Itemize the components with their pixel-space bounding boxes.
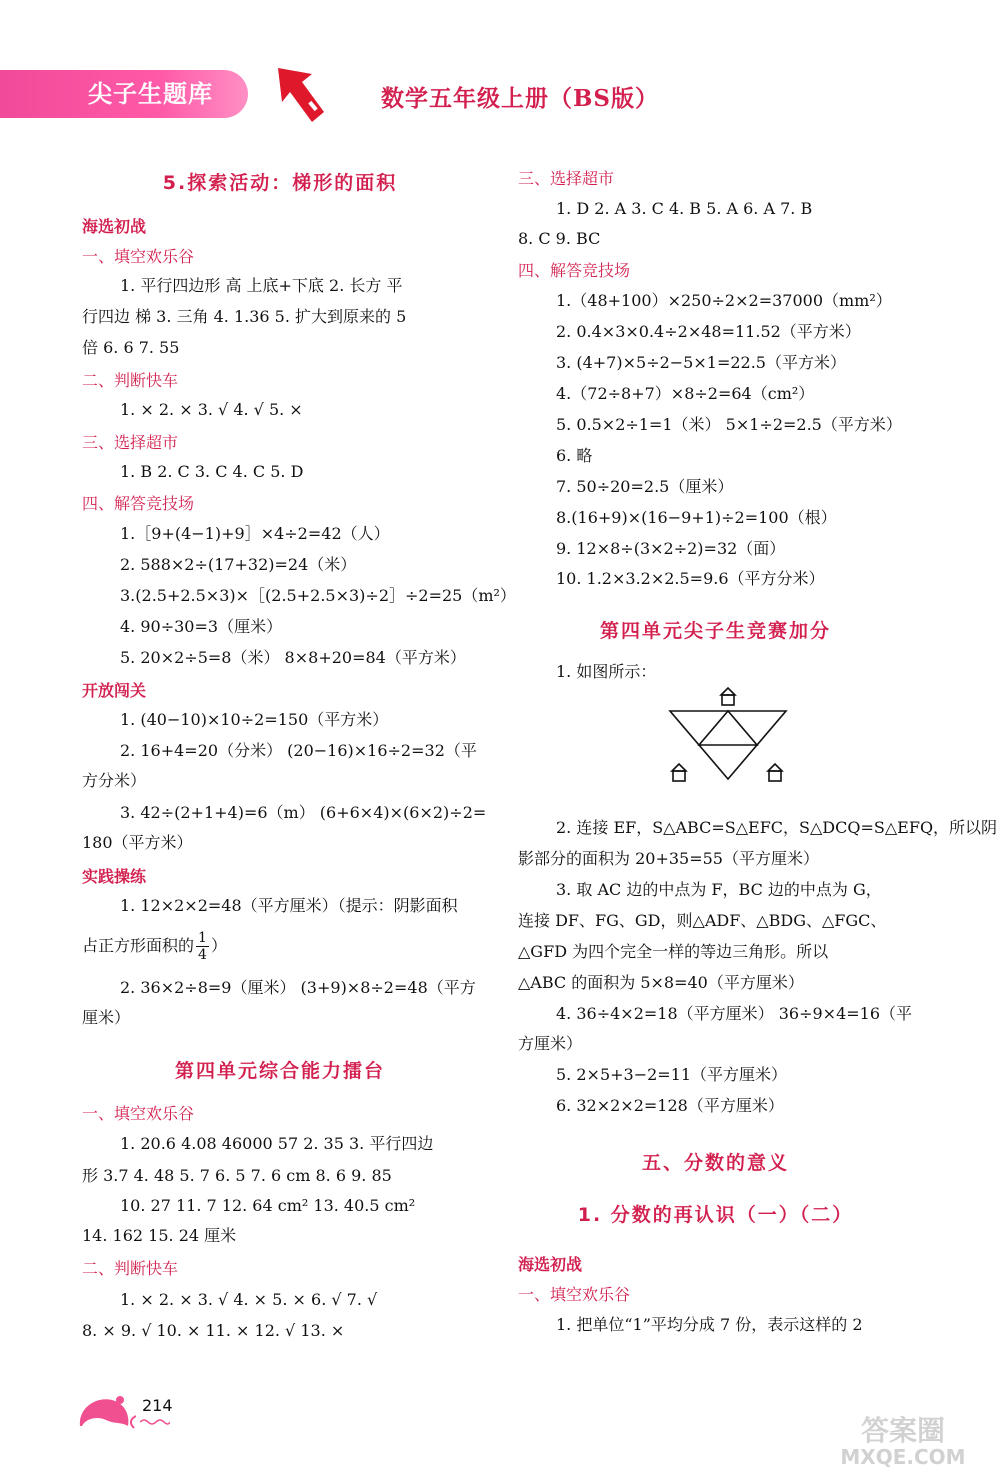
answer-line: 2. 连接 EF，S△ABC=S△EFC，S△DCQ=S△EFQ，所以阴 bbox=[556, 818, 998, 837]
answer-line: 2. 16+4=20（分米） (20−16)×16÷2=32（平 bbox=[120, 741, 477, 760]
page-number: 214 bbox=[142, 1396, 173, 1415]
book-title: 数学五年级上册（BS版） bbox=[380, 85, 660, 112]
fraction-prefix: 占正方形面积的 bbox=[82, 936, 195, 955]
answer-line: 2. 36×2÷8=9（厘米） (3+9)×8÷2=48（平方 bbox=[120, 978, 476, 997]
answer-line: 1. 把单位“1”平均分成 7 份，表示这样的 2 bbox=[556, 1315, 863, 1334]
watermark-text: 答案圈 bbox=[860, 1414, 946, 1447]
answer-line: 2. 0.4×3×0.4÷2×48=11.52（平方米） bbox=[556, 322, 861, 341]
answer-line: 1. 平行四边形 高 上底+下底 2. 长方 平 bbox=[120, 276, 403, 295]
answer-line: 3.(2.5+2.5×3)×［(2.5+2.5×3)÷2］÷2=25（m²） bbox=[120, 586, 516, 605]
lesson-title: 1. 分数的再认识（一）（二） bbox=[577, 1204, 854, 1226]
answer-line: 1. × 2. × 3. √ 4. √ 5. × bbox=[120, 400, 303, 419]
subhead-panduan: 二、判断快车 bbox=[82, 371, 179, 390]
answer-line: 1. 12×2×2=48（平方厘米）（提示：阴影面积 bbox=[120, 896, 458, 915]
watermark-url: MXQE.COM bbox=[840, 1445, 966, 1469]
answer-line: 10. 27 11. 7 12. 64 cm² 13. 40.5 cm² bbox=[120, 1196, 416, 1215]
fraction-numerator: 1 bbox=[198, 930, 207, 946]
answer-line: 方分米） bbox=[82, 771, 147, 790]
answer-line: 3. (4+7)×5÷2−5×1=22.5（平方米） bbox=[556, 353, 846, 372]
page-badge-icon bbox=[76, 1392, 136, 1430]
answer-line: 180（平方米） bbox=[82, 833, 193, 852]
answer-line: 1. 20.6 4.08 46000 57 2. 35 3. 平行四边 bbox=[120, 1134, 434, 1153]
answer-line: 1. 如图所示： bbox=[556, 662, 657, 681]
answer-line: 4. 90÷30=3（厘米） bbox=[120, 617, 283, 636]
subhead-tiankong2: 一、填空欢乐谷 bbox=[82, 1104, 195, 1123]
answer-line: 8. × 9. √ 10. × 11. × 12. √ 13. × bbox=[82, 1321, 345, 1340]
answer-line: 6. 略 bbox=[556, 446, 593, 465]
answer-line: 5. 20×2÷5=8（米） 8×8+20=84（平方米） bbox=[120, 648, 466, 667]
fraction-denominator: 4 bbox=[198, 947, 207, 963]
answer-line: 1.（48+100）×250÷2×2=37000（mm²） bbox=[556, 291, 892, 310]
answer-line: 5. 0.5×2÷1=1（米） 5×1÷2=2.5（平方米） bbox=[556, 415, 902, 434]
answer-line: 8.(16+9)×(16−9+1)÷2=100（根） bbox=[556, 508, 837, 527]
answer-line: 9. 12×8÷(3×2÷2)=32（面） bbox=[556, 539, 786, 558]
compete-title: 第四单元尖子生竞赛加分 bbox=[599, 620, 831, 642]
answer-line: 4.（72÷8+7）×8÷2=64（cm²） bbox=[556, 384, 815, 403]
wave-decoration-icon bbox=[140, 1418, 170, 1426]
answer-line: 5. 2×5+3−2=11（平方厘米） bbox=[556, 1065, 788, 1084]
answer-line: △ABC 的面积为 5×8=40（平方厘米） bbox=[518, 973, 804, 992]
answer-line: 1. × 2. × 3. √ 4. × 5. × 6. √ 7. √ bbox=[120, 1290, 378, 1309]
answer-line: 行四边 梯 3. 三角 4. 1.36 5. 扩大到原来的 5 bbox=[82, 307, 407, 326]
subhead-kaifang: 开放闯关 bbox=[82, 681, 147, 700]
fraction-suffix: ） bbox=[210, 936, 227, 955]
triangle-diagram bbox=[668, 685, 788, 795]
subhead-xuanze: 三、选择超市 bbox=[518, 169, 615, 188]
watermark-logo bbox=[818, 1410, 988, 1470]
answer-line: 连接 DF、FG、GD，则△ADF、△BDG、△FGC、 bbox=[518, 911, 887, 930]
subhead-haixuan: 海选初战 bbox=[82, 217, 147, 236]
answer-line: 3. 取 AC 边的中点为 F，BC 边的中点为 G， bbox=[556, 880, 882, 899]
answer-line: 形 3.7 4. 48 5. 7 6. 5 7. 6 cm 8. 6 9. 85 bbox=[82, 1166, 392, 1185]
answer-line: 6. 32×2×2=128（平方厘米） bbox=[556, 1096, 784, 1115]
section-title: 5.探索活动：梯形的面积 bbox=[162, 172, 398, 194]
answer-line: 方厘米） bbox=[518, 1034, 583, 1053]
subhead-jieda: 四、解答竞技场 bbox=[82, 494, 195, 513]
answer-line: 3. 42÷(2+1+4)=6（m） (6+6×4)×(6×2)÷2= bbox=[120, 803, 487, 822]
subhead-shijian: 实践操练 bbox=[82, 867, 147, 886]
header-tab-label: 尖子生题库 bbox=[88, 80, 213, 108]
chapter-title: 五、分数的意义 bbox=[641, 1152, 789, 1174]
unit-title: 第四单元综合能力擂台 bbox=[174, 1060, 385, 1082]
fraction bbox=[196, 930, 209, 963]
answer-line: 1. D 2. A 3. C 4. B 5. A 6. A 7. B bbox=[556, 199, 813, 218]
answer-line: △GFD 为四个完全一样的等边三角形。所以 bbox=[518, 942, 829, 961]
answer-line: 影部分的面积为 20+35=55（平方厘米） bbox=[518, 849, 819, 868]
subhead-tiankong: 一、填空欢乐谷 bbox=[82, 247, 195, 266]
subhead-jieda: 四、解答竞技场 bbox=[518, 261, 631, 280]
red-arrow-icon bbox=[268, 60, 328, 130]
answer-line: 1. B 2. C 3. C 4. C 5. D bbox=[120, 462, 304, 481]
subhead-haixuan: 海选初战 bbox=[518, 1255, 583, 1274]
answer-line: 4. 36÷4×2=18（平方厘米） 36÷9×4=16（平 bbox=[556, 1004, 913, 1023]
answer-line: 10. 1.2×3.2×2.5=9.6（平方分米） bbox=[556, 569, 825, 588]
answer-line: 厘米） bbox=[82, 1008, 131, 1027]
subhead-tiankong: 一、填空欢乐谷 bbox=[518, 1285, 631, 1304]
answer-line: 14. 162 15. 24 厘米 bbox=[82, 1226, 237, 1245]
answer-line: 倍 6. 6 7. 55 bbox=[82, 338, 180, 357]
answer-line: 2. 588×2÷(17+32)=24（米） bbox=[120, 555, 357, 574]
answer-line-fraction bbox=[82, 930, 227, 963]
answer-line: 1.［9+(4−1)+9］×4÷2=42（人） bbox=[120, 524, 390, 543]
answer-line: 1. (40−10)×10÷2=150（平方米） bbox=[120, 710, 389, 729]
answer-line: 8. C 9. BC bbox=[518, 229, 601, 248]
answer-line: 7. 50÷20=2.5（厘米） bbox=[556, 477, 734, 496]
subhead-panduan2: 二、判断快车 bbox=[82, 1259, 179, 1278]
subhead-xuanze: 三、选择超市 bbox=[82, 433, 179, 452]
